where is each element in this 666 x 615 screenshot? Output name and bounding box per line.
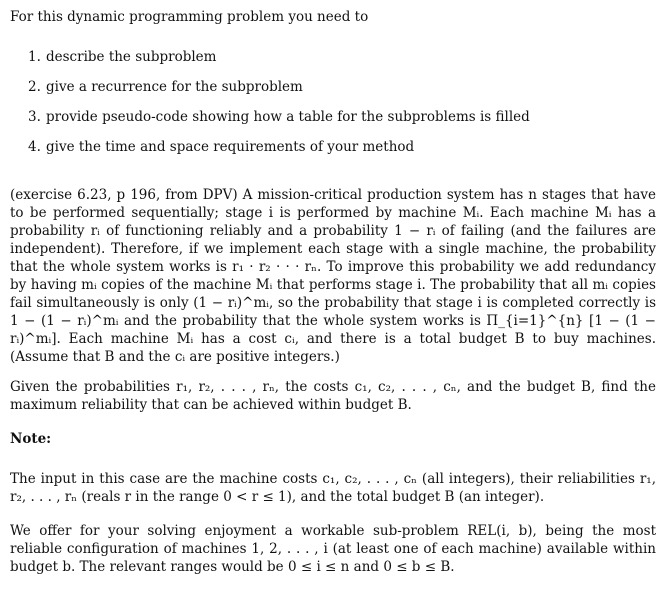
problem-statement: (exercise 6.23, p 196, from DPV) A mission-critical production system has n stages that have to be performed sequentially; stage i is performed by machine Mᵢ. Each machine Mᵢ has a probability rᵢ of functioning reliably and a probability 1 − rᵢ of failing (and the failures are independent). Therefore, if we implement each stage with a single machine, the probability that the whole system works is r₁ · r₂ · · · rₙ. To improve this probability we add redundancy by having mᵢ copies of the machine Mᵢ that performs stage i. The probability that all mᵢ copies fail simultaneously is only (1 − rᵢ)^mᵢ, so the probability that stage i is completed correctly is 1 − (1 − rᵢ)^mᵢ and the probability that the whole system works is Π_{i=1}^{n} [1 − (1 − rᵢ)^mᵢ]. Each machine Mᵢ has a cost cᵢ, and there is a total budget B to buy machines. (Assume that B and the cᵢ are positive integers.)	[10, 187, 656, 365]
list-item-number: 4.	[28, 139, 41, 155]
list-item-text: describe the subproblem	[46, 49, 217, 65]
requirements-list	[10, 48, 656, 156]
input-description: The input in this case are the machine costs c₁, c₂, . . . , cₙ (all integers), their reliabilities r₁, r₂, . . . , rₙ (reals r in the range 0 < r ≤ 1), and the total budget B (an integer).	[10, 471, 656, 505]
note-heading: Note:	[10, 431, 52, 447]
list-item-number: 1.	[28, 49, 41, 65]
list-item	[28, 78, 656, 96]
list-item-text: give the time and space requirements of your method	[46, 139, 415, 155]
subproblem-hint: We offer for your solving enjoyment a workable sub-problem REL(i, b), being the most reliable configuration of machines 1, 2, . . . , i (at least one of each machine) available within budget b. The relevant ranges would be 0 ≤ i ≤ n and 0 ≤ b ≤ B.	[10, 523, 656, 575]
task-statement: Given the probabilities r₁, r₂, . . . , rₙ, the costs c₁, c₂, . . . , cₙ, and the budget B, find the maximum reliability that can be achieved within budget B.	[10, 379, 656, 413]
intro-text: For this dynamic programming problem you need to	[10, 9, 369, 25]
list-item-number: 2.	[28, 79, 41, 95]
list-item-number: 3.	[28, 109, 41, 125]
list-item	[28, 108, 656, 126]
list-item	[28, 138, 656, 156]
list-item	[28, 48, 656, 66]
list-item-text: provide pseudo-code showing how a table for the subproblems is filled	[46, 109, 530, 125]
list-item-text: give a recurrence for the subproblem	[46, 79, 303, 95]
